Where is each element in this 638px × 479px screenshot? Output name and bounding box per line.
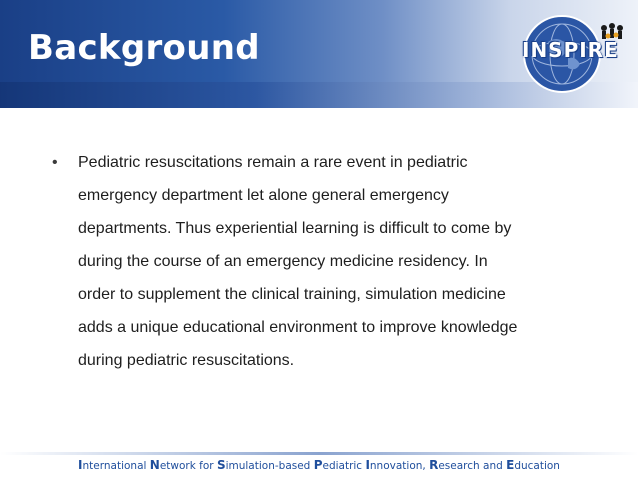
bullet-item [52,146,592,377]
footer-word: esearch and [438,460,507,472]
footer-initial: R [429,458,439,472]
logo-wordmark: INSPIRE [522,38,619,62]
footer-divider [0,452,638,455]
footer-word: ediatric [322,460,366,472]
bullet-line: adds a unique educational environment to improve knowledge [78,319,518,336]
footer-initial: N [149,458,160,472]
title-banner [0,0,638,108]
bullet-line: Pediatric resuscitations remain a rare event in pediatric [78,154,468,171]
bullet-line: departments. Thus experiential learning is difficult to come by [78,220,512,237]
footer-initial: E [506,458,515,472]
footer-tagline [0,458,638,472]
bullet-line: during the course of an emergency medicine residency. In [78,253,488,270]
footer-word: imulation-based [225,460,314,472]
footer-initial: I [78,458,83,472]
footer-initial: I [365,458,370,472]
footer-word: etwork for [159,460,217,472]
bullet-line: order to supplement the clinical training, simulation medicine [78,286,506,303]
footer-initial: P [313,458,323,472]
bullet-marker: • [52,154,58,171]
bullet-list [52,146,592,377]
footer-word: ducation [514,460,560,472]
bullet-line: emergency department let alone general emergency [78,187,449,204]
footer-initial: S [216,458,226,472]
footer-word: nternational [82,460,150,472]
slide-title: Background [28,28,260,68]
footer-word: nnovation, [369,460,430,472]
bullet-line: during pediatric resuscitations. [78,352,295,369]
